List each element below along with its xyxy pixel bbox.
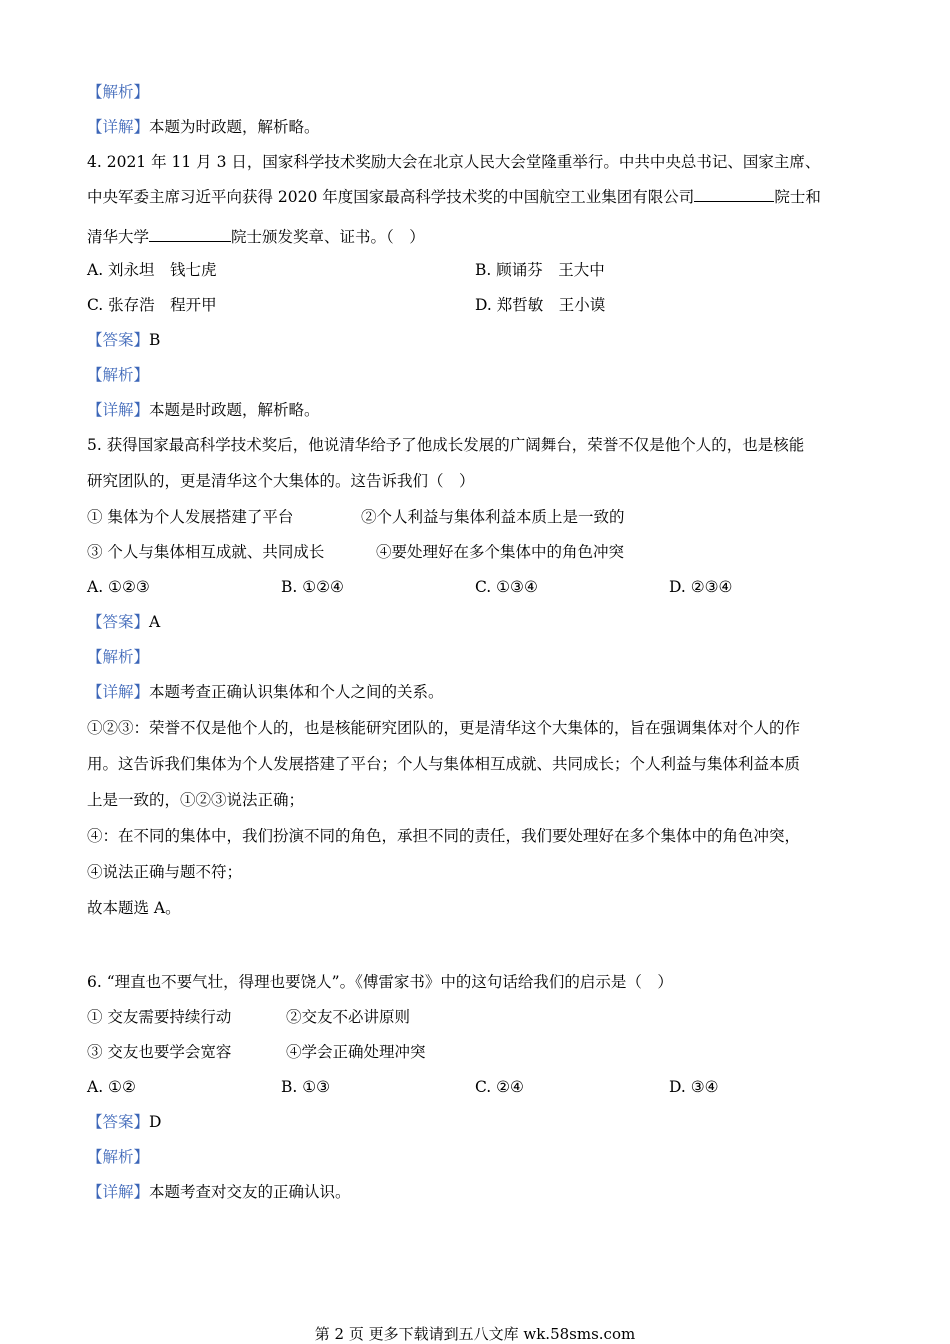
- detail-text: 本题是时政题，解析略。: [149, 401, 320, 419]
- statement-4: ④学会正确处理冲突: [286, 1043, 426, 1061]
- explanation-line: ①②③：荣誉不仅是他个人的，也是核能研究团队的，更是清华这个大集体的，旨在强调集体对个人的作: [87, 719, 801, 737]
- answer-value: B: [149, 331, 161, 349]
- explanation-line: 故本题选 A。: [87, 899, 181, 917]
- option-d: D. ②③④: [669, 578, 733, 596]
- statement-3: ③ 交友也要学会宽容: [87, 1043, 232, 1061]
- option-a: A. 刘永坦 钱七虎: [87, 261, 217, 279]
- question-6-line-1: 6. “理直也不要气壮，得理也要饶人”。《傅雷家书》中的这句话给我们的启示是（ ）: [87, 973, 673, 991]
- answer-label: 【答案】: [87, 331, 150, 349]
- fill-blank-2: [149, 227, 231, 242]
- question-4-text: 中央军委主席习近平向获得 2020 年度国家最高科学技术奖的中国航空工业集团有限公司: [87, 188, 695, 206]
- page-footer: 第 2 页 更多下载请到五八文库 wk.58sms.com: [314, 1325, 636, 1343]
- question-4-text: 清华大学: [87, 228, 150, 246]
- answer-line: [87, 330, 160, 350]
- explanation-line: 上是一致的，①②③说法正确；: [87, 791, 305, 809]
- detail-label: 【详解】: [87, 683, 150, 701]
- explanation-line: ④：在不同的集体中，我们扮演不同的角色，承担不同的责任，我们要处理好在多个集体中的角色冲突，: [87, 827, 801, 845]
- answer-label: 【答案】: [87, 1113, 150, 1131]
- analysis-label: 【解析】: [87, 1148, 150, 1166]
- statement-2: ②个人利益与集体利益本质上是一致的: [361, 508, 625, 526]
- detail-text: 本题为时政题，解析略。: [149, 118, 320, 136]
- option-c: C. ②④: [475, 1078, 524, 1096]
- detail-label: 【详解】: [87, 1183, 150, 1201]
- explanation-line: ④说法正确与题不符；: [87, 863, 243, 881]
- detail-text: 本题考查对交友的正确认识。: [149, 1183, 351, 1201]
- analysis-label: 【解析】: [87, 83, 150, 101]
- answer-value: D: [149, 1113, 162, 1131]
- option-b: B. ①③: [281, 1078, 331, 1096]
- statement-1: ① 集体为个人发展搭建了平台: [87, 508, 294, 526]
- analysis-label: 【解析】: [87, 366, 150, 384]
- detail-line: [87, 117, 320, 137]
- explanation-line: 用。这告诉我们集体为个人发展搭建了平台；个人与集体相互成就、共同成长；个人利益与集体利益本质: [87, 755, 801, 773]
- statement-3: ③ 个人与集体相互成就、共同成长: [87, 543, 325, 561]
- option-c: C. 张存浩 程开甲: [87, 296, 217, 314]
- statement-4: ④要处理好在多个集体中的角色冲突: [376, 543, 625, 561]
- question-4-line-3: [87, 227, 425, 247]
- detail-label: 【详解】: [87, 118, 150, 136]
- detail-line: [87, 400, 320, 420]
- question-4-text: 院士和: [774, 188, 821, 206]
- answer-line: [87, 612, 160, 632]
- option-c: C. ①③④: [475, 578, 538, 596]
- detail-text: 本题考查正确认识集体和个人之间的关系。: [149, 683, 444, 701]
- analysis-label: 【解析】: [87, 648, 150, 666]
- question-5-line-1: 5. 获得国家最高科学技术奖后，他说清华给予了他成长发展的广阔舞台，荣誉不仅是他个人的，也是核能: [87, 436, 805, 454]
- detail-label: 【详解】: [87, 401, 150, 419]
- answer-value: A: [149, 613, 161, 631]
- statement-1: ① 交友需要持续行动: [87, 1008, 232, 1026]
- detail-line: [87, 682, 444, 702]
- option-a: A. ①②: [87, 1078, 136, 1096]
- option-d: D. ③④: [669, 1078, 719, 1096]
- answer-label: 【答案】: [87, 613, 150, 631]
- question-4-text: 院士颁发奖章、证书。（ ）: [231, 228, 425, 246]
- option-a: A. ①②③: [87, 578, 150, 596]
- question-5-line-2: 研究团队的，更是清华这个大集体的。这告诉我们（ ）: [87, 472, 475, 490]
- question-4-line-2: [87, 187, 821, 207]
- detail-line: [87, 1182, 351, 1202]
- question-4-line-1: 4. 2021 年 11 月 3 日，国家科学技术奖励大会在北京人民大会堂隆重举行。中共中央总书记、国家主席、: [87, 153, 821, 171]
- option-b: B. ①②④: [281, 578, 344, 596]
- fill-blank-1: [694, 187, 774, 202]
- statement-2: ②交友不必讲原则: [286, 1008, 411, 1026]
- answer-line: [87, 1112, 161, 1132]
- option-d: D. 郑哲敏 王小谟: [475, 296, 606, 314]
- option-b: B. 顾诵芬 王大中: [475, 261, 605, 279]
